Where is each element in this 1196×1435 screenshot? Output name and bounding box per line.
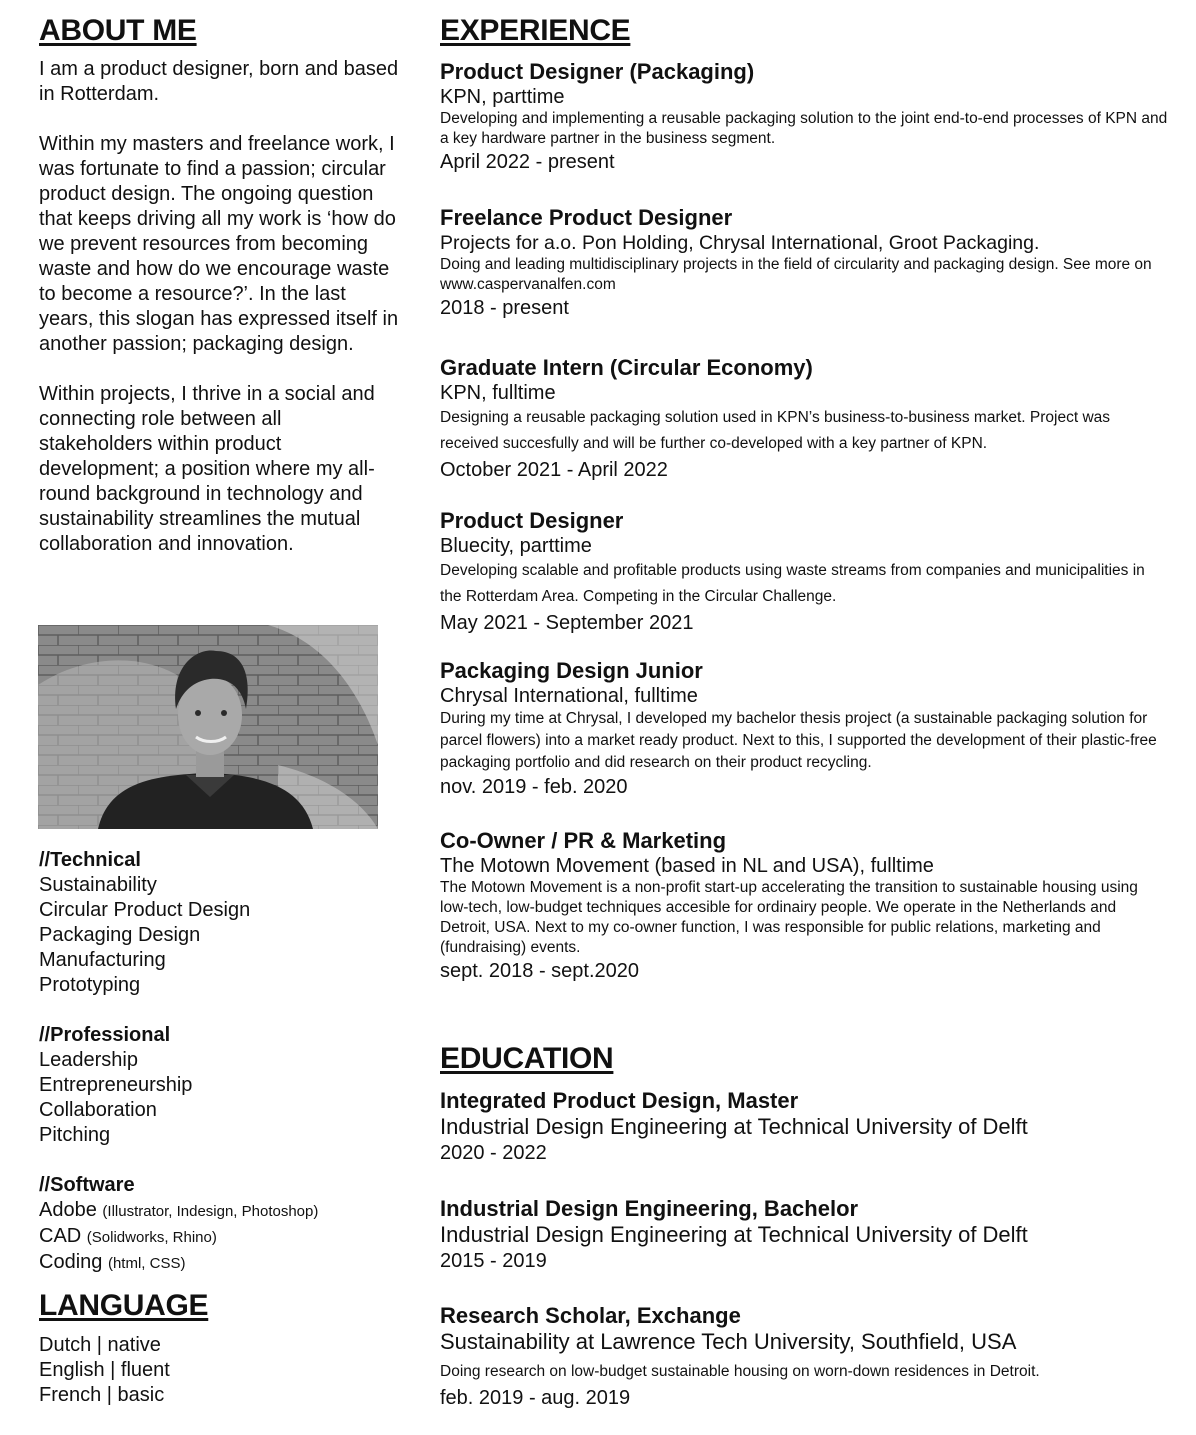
skill-item: Manufacturing — [39, 949, 166, 971]
education-entry — [440, 1195, 1170, 1274]
skill-item: Sustainability — [39, 874, 157, 896]
job-desc: Doing and leading multidisciplinary projects in the field of circularity and packaging design. See more on www.caspervanalfen.com — [440, 256, 1152, 293]
skills-software — [39, 1173, 399, 1276]
job-entry — [440, 657, 1170, 800]
profile-photo — [38, 625, 378, 829]
skill-item: Packaging Design — [39, 924, 201, 946]
skills-technical — [39, 848, 399, 998]
job-desc: Developing scalable and profitable products using waste streams from companies and municipalities in the Rotterdam Area. Competing in the Circular Challenge. — [440, 562, 1145, 605]
software-note: (Illustrator, Indesign, Photoshop) — [102, 1203, 319, 1220]
job-date: nov. 2019 - feb. 2020 — [440, 776, 628, 798]
job-org: The Motown Movement (based in NL and USA), fulltime — [440, 855, 934, 877]
skills-software-title: //Software — [39, 1174, 135, 1196]
job-entry — [440, 507, 1170, 636]
software-item — [39, 1250, 399, 1276]
job-org: KPN, parttime — [440, 86, 565, 108]
education-desc: Doing research on low-budget sustainable housing on worn-down residences in Detroit. — [440, 1363, 1040, 1380]
skill-item: Pitching — [39, 1124, 111, 1146]
about-heading: ABOUT ME — [39, 14, 197, 47]
education-title: Research Scholar, Exchange — [440, 1303, 741, 1328]
job-date: sept. 2018 - sept.2020 — [440, 960, 640, 982]
education-date: 2015 - 2019 — [440, 1250, 547, 1272]
job-date: 2018 - present — [440, 297, 569, 319]
about-paragraph: Within my masters and freelance work, I was fortunate to find a passion; circular product design. The ongoing question that keeps driving all my work is ‘how do we prevent resources from becoming waste and how do we encourage waste to become a resource?’. In the last years, this slogan has expressed itself in another passion; packaging design. — [39, 133, 399, 355]
skill-item: Collaboration — [39, 1099, 157, 1121]
education-date: 2020 - 2022 — [440, 1142, 547, 1164]
software-name: Coding — [39, 1251, 103, 1273]
about-text — [39, 57, 399, 557]
job-org: Chrysal International, fulltime — [440, 685, 698, 707]
education-title: Industrial Design Engineering, Bachelor — [440, 1196, 859, 1221]
job-desc: During my time at Chrysal, I developed my bachelor thesis project (a sustainable packaging solution for parcel flowers) into a market ready product. Next to this, I supported the development of their plastic-free packaging portfolio and did research on their product recycling. — [440, 710, 1157, 771]
job-entry — [440, 827, 1170, 984]
software-name: Adobe — [39, 1199, 97, 1221]
job-title: Co-Owner / PR & Marketing — [440, 828, 727, 853]
job-title: Packaging Design Junior — [440, 658, 703, 683]
job-title: Graduate Intern (Circular Economy) — [440, 355, 813, 380]
about-paragraph: I am a product designer, born and based in Rotterdam. — [39, 58, 399, 105]
job-date: October 2021 - April 2022 — [440, 459, 668, 481]
job-entry — [440, 58, 1170, 175]
skills-technical-title: //Technical — [39, 849, 141, 871]
job-desc: The Motown Movement is a non-profit start-up accelerating the transition to sustainable housing using low-tech, low-budget techniques accesible for ordinairy people. We operate in the Netherlands and Detroit, USA. Next to my co-owner function, I was responsible for public relations, marketing and (fundraising) events. — [440, 879, 1138, 956]
job-desc: Designing a reusable packaging solution used in KPN’s business-to-business market. Project was received succesfully and will be further co-developed with a key partner of KPN. — [440, 409, 1111, 452]
software-item — [39, 1224, 399, 1250]
software-note: (html, CSS) — [107, 1255, 186, 1272]
job-title: Freelance Product Designer — [440, 205, 733, 230]
job-desc: Developing and implementing a reusable packaging solution to the joint end-to-end processes of KPN and a key hardware partner in the business segment. — [440, 110, 1168, 147]
job-entry — [440, 354, 1170, 483]
skills-professional — [39, 1023, 399, 1148]
software-note: (Solidworks, Rhino) — [86, 1229, 217, 1246]
software-name: CAD — [39, 1225, 82, 1247]
language-list — [39, 1333, 399, 1408]
language-heading: LANGUAGE — [39, 1289, 209, 1322]
education-institution: Sustainability at Lawrence Tech University, Southfield, USA — [440, 1329, 1017, 1354]
skill-item: Leadership — [39, 1049, 138, 1071]
job-date: April 2022 - present — [440, 151, 615, 173]
job-date: May 2021 - September 2021 — [440, 612, 694, 634]
about-paragraph: Within projects, I thrive in a social and connecting role between all stakeholders within product development; a position where my all-round background in technology and sustainability streamlines the mutual collaboration and innovation. — [39, 383, 375, 555]
software-item — [39, 1198, 399, 1224]
education-title: Integrated Product Design, Master — [440, 1088, 799, 1113]
job-org: Projects for a.o. Pon Holding, Chrysal International, Groot Packaging. — [440, 232, 1040, 254]
education-heading: EDUCATION — [440, 1042, 614, 1075]
job-org: KPN, fulltime — [440, 382, 556, 404]
experience-heading: EXPERIENCE — [440, 14, 631, 47]
language-item: English | fluent — [39, 1359, 170, 1381]
education-entry — [440, 1302, 1170, 1411]
education-institution: Industrial Design Engineering at Technical University of Delft — [440, 1222, 1028, 1247]
education-date: feb. 2019 - aug. 2019 — [440, 1387, 631, 1409]
job-title: Product Designer (Packaging) — [440, 59, 755, 84]
job-org: Bluecity, parttime — [440, 535, 592, 557]
job-entry — [440, 204, 1170, 321]
language-item: French | basic — [39, 1384, 165, 1406]
language-item: Dutch | native — [39, 1334, 161, 1356]
skill-item: Circular Product Design — [39, 899, 251, 921]
skill-item: Entrepreneurship — [39, 1074, 193, 1096]
skill-item: Prototyping — [39, 974, 141, 996]
skills-professional-title: //Professional — [39, 1024, 171, 1046]
education-institution: Industrial Design Engineering at Technical University of Delft — [440, 1114, 1028, 1139]
job-title: Product Designer — [440, 508, 624, 533]
education-entry — [440, 1087, 1170, 1166]
